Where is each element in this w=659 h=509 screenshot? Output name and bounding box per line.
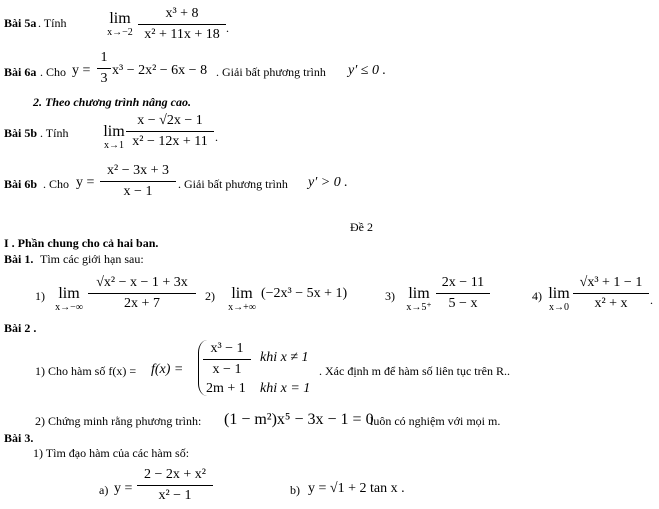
numerator: 2x − 11 (441, 275, 485, 290)
section-heading-part-1: I . Phần chung cho cả hai ban. (4, 236, 159, 250)
denominator: 2x + 7 (124, 296, 160, 311)
y-equals: y = (72, 63, 91, 78)
item-number: 2) (205, 289, 215, 303)
limit-subscript: x→5⁺ (406, 302, 432, 313)
problem-6b-text: . Giải bất phương trình (178, 177, 288, 191)
exam-title: Đề 2 (350, 220, 373, 234)
period: . (215, 130, 218, 144)
problem-6a-instruction: . Cho (40, 65, 67, 79)
item-number: a) (99, 483, 109, 497)
problem-5a-label: Bài 5a (4, 16, 37, 30)
limit-1-3 (404, 286, 434, 313)
polynomial: x³ − 2x² − 6x − 8 (112, 63, 208, 78)
numerator: √x³ + 1 − 1 (579, 275, 643, 290)
item-number: 3) (385, 289, 395, 303)
fraction-piece-1 (203, 341, 251, 378)
expression: (−2x³ − 5x + 1) (261, 286, 348, 301)
limit-1-4 (546, 286, 572, 313)
fraction-one-third (97, 50, 111, 87)
problem-6b-instruction: . Cho (43, 177, 70, 191)
inequality: y′ > 0 . (308, 175, 348, 190)
limit-subscript: x→−2 (107, 27, 133, 38)
item-text-tail: . Xác định m để hàm số liên tục trên R.. (319, 364, 510, 378)
fraction-1-1 (88, 275, 196, 312)
item-text: 2) Chứng minh rằng phương trình: (35, 414, 202, 428)
numerator: 1 (100, 50, 108, 65)
numerator: x − √2x − 1 (137, 113, 203, 128)
problem-6b-label: Bài 6b (4, 177, 38, 191)
item-number: 1) (35, 289, 45, 303)
denominator: x − 1 (212, 362, 242, 377)
limit-subscript: x→+∞ (228, 302, 256, 313)
expression: y = √1 + 2 tan x . (308, 481, 405, 496)
fraction-5b (126, 113, 214, 150)
limit-5b (100, 124, 128, 151)
problem-5b-label: Bài 5b (4, 126, 38, 140)
numerator: x³ − 1 (210, 341, 244, 356)
limit-subscript: x→1 (104, 140, 124, 151)
y-equals: y = (114, 481, 133, 496)
item-number: b) (290, 483, 300, 497)
limit-1-1 (50, 286, 88, 313)
problem-2-label: Bài 2 . (4, 321, 37, 335)
limit-5a (100, 11, 140, 38)
y-equals: y = (76, 175, 95, 190)
problem-1-text: Tìm các giới hạn sau: (40, 252, 144, 266)
denominator: x² + x (594, 296, 628, 311)
denominator: 5 − x (448, 296, 478, 311)
problem-5a-instruction: . Tính (38, 16, 67, 30)
denominator: 3 (100, 71, 108, 86)
numerator: 2 − 2x + x² (144, 467, 206, 482)
piece-2: 2m + 1 (206, 381, 246, 396)
limit-1-2 (223, 286, 261, 313)
problem-6a-text: . Giải bất phương trình (216, 65, 326, 79)
section-heading-advanced: 2. Theo chương trình nâng cao. (33, 95, 191, 109)
item-text: 1) Cho hàm số f(x) = (35, 364, 137, 378)
limit-word: lim (408, 285, 430, 302)
item-number: 4) (532, 289, 542, 303)
limit-subscript: x→0 (549, 302, 569, 313)
problem-1-label: Bài 1. (4, 252, 34, 266)
fraction-3a (137, 467, 213, 504)
denominator: x − 1 (123, 184, 153, 199)
limit-word: lim (58, 285, 80, 302)
period: . (226, 21, 229, 35)
fraction-1-4 (573, 275, 649, 312)
fraction-6b (100, 163, 176, 200)
denominator: x² − 1 (158, 488, 192, 503)
condition-2: khi x = 1 (260, 381, 311, 396)
limit-word: lim (103, 123, 125, 140)
denominator: x² + 11x + 18 (144, 27, 220, 42)
problem-6a-label: Bài 6a (4, 65, 37, 79)
equation: (1 − m²)x⁵ − 3x − 1 = 0 (224, 411, 374, 428)
period: . (650, 293, 653, 307)
inequality: y′ ≤ 0 . (348, 63, 386, 78)
fraction-1-3 (436, 275, 490, 312)
item-text-tail: luôn có nghiệm với mọi m. (370, 414, 501, 428)
limit-word: lim (231, 285, 253, 302)
problem-3-text: 1) Tìm đạo hàm của các hàm số: (33, 446, 190, 460)
limit-word: lim (548, 285, 570, 302)
problem-5b-instruction: . Tính (40, 126, 69, 140)
denominator: x² − 12x + 11 (132, 134, 208, 149)
limit-word: lim (109, 10, 131, 27)
numerator: x³ + 8 (165, 6, 199, 21)
fraction-5a (138, 6, 226, 43)
limit-subscript: x→−∞ (55, 302, 83, 313)
numerator: √x² − x − 1 + 3x (96, 275, 188, 290)
numerator: x² − 3x + 3 (107, 163, 169, 178)
condition-1: khi x ≠ 1 (260, 350, 309, 365)
problem-3-label: Bài 3. (4, 431, 34, 445)
function-name: f(x) = (151, 362, 184, 377)
